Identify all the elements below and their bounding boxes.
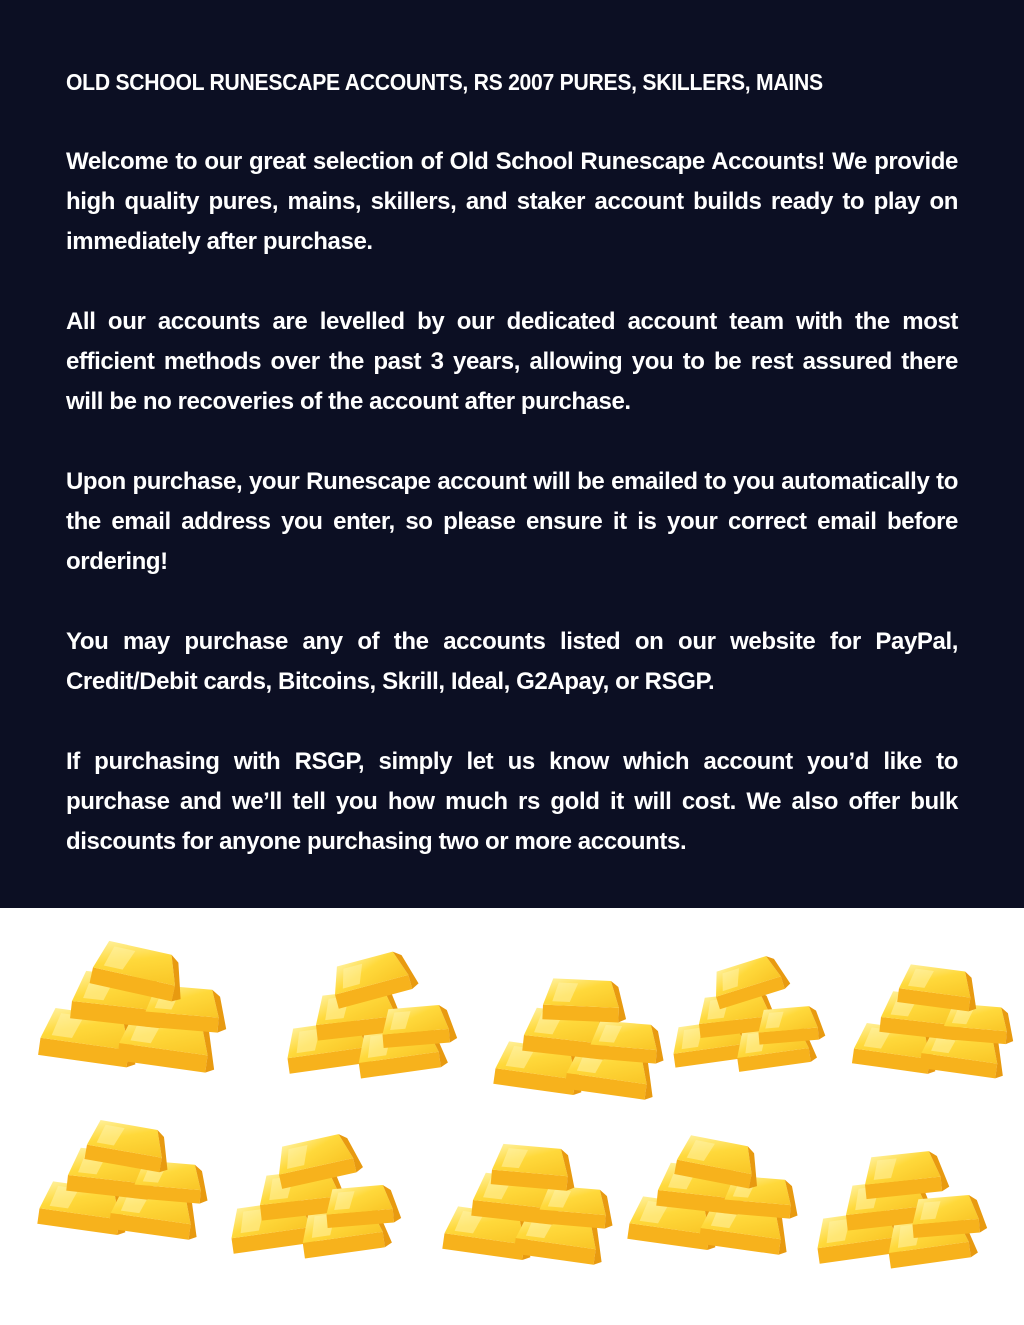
paragraph-levelling: All our accounts are levelled by our dedicated account team with the most efficient methods over the past 3 years, allowing you to be rest assured there will be no recoveries of the account after purchase.: [66, 308, 958, 415]
paragraph-delivery: Upon purchase, your Runescape account will be emailed to you automatically to the email address you enter, so please ensure it is your correct email before ordering!: [66, 468, 958, 575]
gold-bars-stack-icon: [37, 1118, 210, 1240]
gold-bars-stack-icon: [814, 1149, 988, 1268]
paragraph-payment-methods: You may purchase any of the accounts listed on our website for PayPal, Credit/Debit cards, Bitcoins, Skrill, Ideal, G2Apay, or RSGP.: [66, 628, 958, 695]
gold-bars-illustration: [0, 908, 1024, 1325]
gold-bars-stack-icon: [228, 1131, 402, 1259]
gold-bars-stack-icon: [284, 947, 458, 1078]
gold-bars-stack-icon: [670, 952, 826, 1072]
paragraph-rsgp-discounts: If purchasing with RSGP, simply let us know which account you’d like to purchase and we’ll tell you how much rs gold it will cost. We also offer bulk discounts for anyone purchasing two or more accounts.: [66, 748, 958, 855]
description-content: [66, 62, 958, 902]
paragraph-welcome: Welcome to our great selection of Old School Runescape Accounts! We provide high quality pures, mains, skillers, and staker account builds ready to play on immediately after purchase.: [66, 148, 958, 255]
gold-bars-stack-icon: [627, 1133, 800, 1255]
page-title: OLD SCHOOL RUNESCAPE ACCOUNTS, RS 2007 PURES, SKILLERS, MAINS: [66, 69, 823, 95]
gold-bars-svg: [0, 908, 1024, 1325]
gold-bars-stack-icon: [493, 978, 666, 1101]
gold-bars-stack-icon: [38, 939, 229, 1074]
gold-bars-stack-icon: [442, 1143, 615, 1266]
gold-bars-stack-icon: [852, 963, 1016, 1079]
